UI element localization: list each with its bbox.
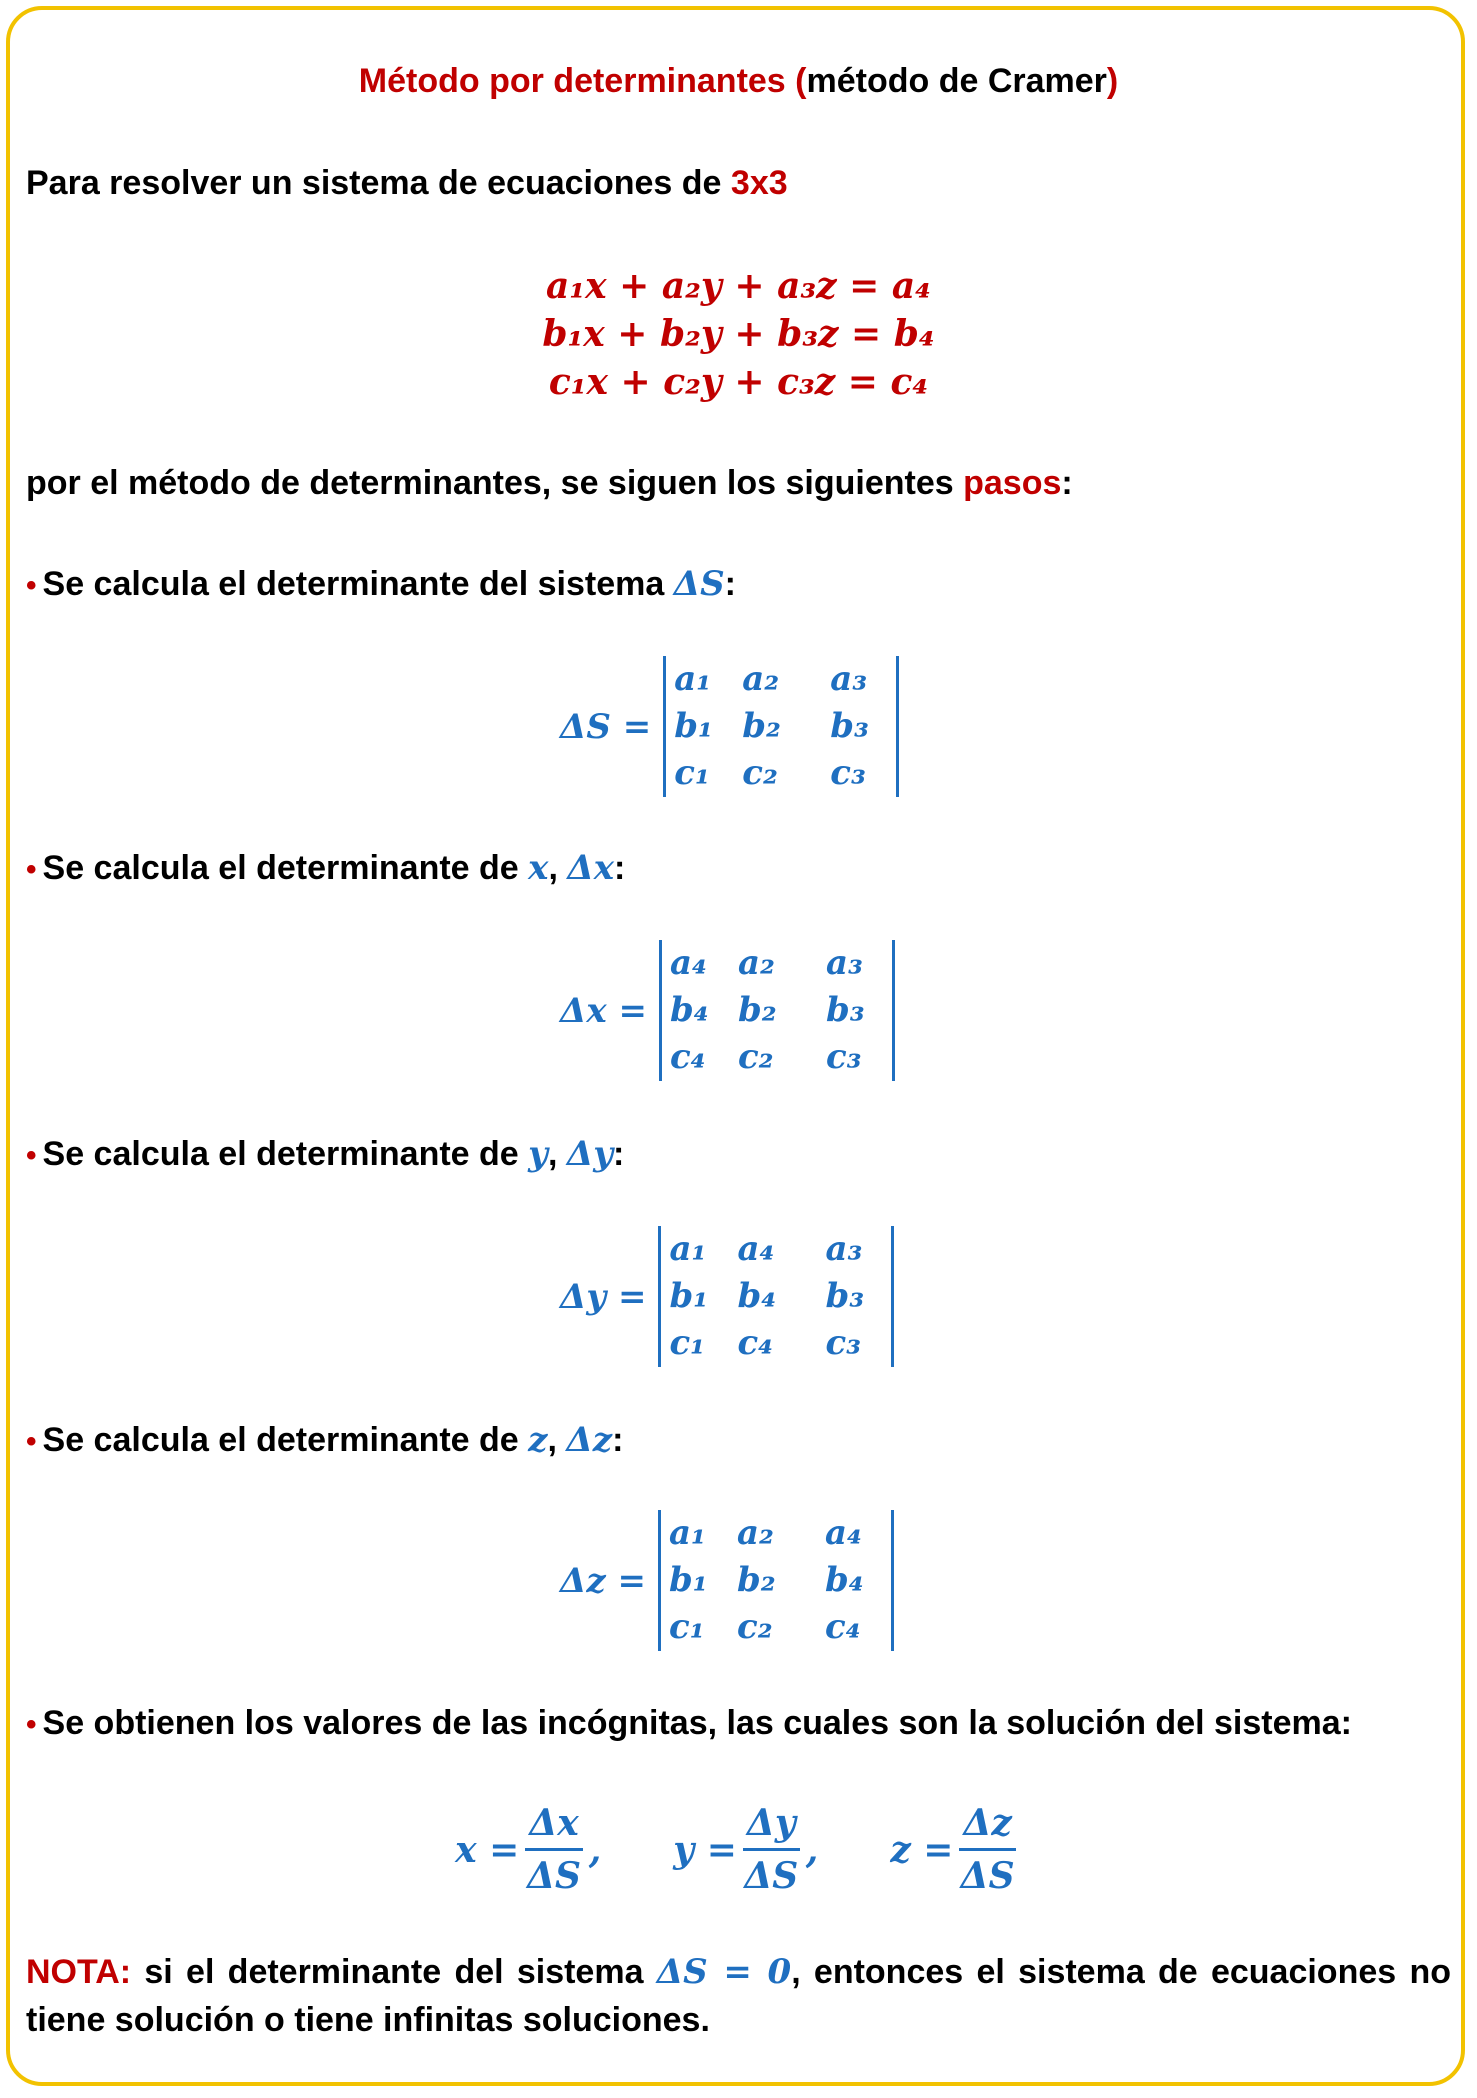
step-end: : [724, 565, 736, 603]
solution-fraction [743, 1800, 800, 1899]
step-delta: Δz [566, 1420, 613, 1460]
equation-row: b₁x + b₂y + b₃z = b₄ [542, 313, 935, 355]
step-separator: , [547, 1421, 567, 1459]
matrix-cell: b₃ [825, 990, 865, 1030]
determinant-matrix [658, 1226, 894, 1367]
step-heading [26, 1420, 623, 1460]
step-delta: Δx [567, 848, 615, 888]
determinant-block [560, 940, 895, 1081]
solution-y [673, 1800, 818, 1899]
bullet-icon: • [26, 853, 37, 886]
step-text: Se calcula el determinante de [42, 1135, 529, 1173]
step-heading [26, 564, 736, 604]
fraction-numerator: Δz [959, 1800, 1015, 1851]
bullet-icon: • [26, 1139, 37, 1172]
step-separator: , [548, 849, 568, 887]
determinant-lhs: Δz = [560, 1560, 647, 1601]
matrix-cell: c₄ [669, 1037, 706, 1077]
matrix-cell: a₁ [669, 1229, 707, 1269]
matrix-cell: b₂ [742, 706, 781, 746]
step-heading [26, 1134, 624, 1174]
solution-lhs: z = [890, 1828, 954, 1871]
matrix-cell: a₂ [737, 1513, 774, 1553]
matrix-cell: a₁ [669, 1513, 706, 1553]
step-delta: Δy [566, 1134, 613, 1174]
matrix-cell: c₁ [669, 1323, 706, 1363]
step-delta: ΔS [673, 564, 725, 604]
title-part-2: método de Cramer [806, 62, 1107, 100]
matrix-cell: a₄ [737, 1229, 775, 1269]
matrix-cell: a₃ [825, 1229, 863, 1269]
determinant-lhs: Δy = [560, 1276, 647, 1317]
solution-separator: , [805, 1828, 819, 1871]
step-variable: x [528, 848, 549, 888]
bullet-icon: • [26, 569, 37, 602]
equation-row: c₁x + c₂y + c₃z = c₄ [548, 361, 929, 403]
solution-lhs: y = [673, 1828, 737, 1871]
matrix-cell: b₃ [830, 706, 869, 746]
fraction-numerator: Δx [525, 1800, 582, 1851]
equation-system [0, 262, 1477, 406]
step-heading [26, 848, 625, 888]
final-step-heading [26, 1704, 1352, 1743]
determinant-matrix [658, 1510, 894, 1651]
page-title [0, 62, 1477, 101]
fraction-denominator: ΔS [527, 1855, 581, 1897]
solution-fraction [525, 1800, 582, 1899]
matrix-cell: c₁ [669, 1607, 705, 1647]
matrix-cell: b₁ [674, 706, 713, 746]
matrix-cell: a₂ [737, 943, 775, 983]
step-end: : [614, 849, 626, 887]
solution-separator: , [588, 1828, 602, 1871]
determinant-lhs: ΔS = [560, 706, 652, 747]
intro-text: Para resolver un sistema de ecuaciones de [26, 164, 731, 202]
bullet-icon: • [26, 1425, 37, 1458]
determinant-lhs: Δx = [560, 990, 647, 1031]
intro-line [26, 164, 788, 203]
matrix-cell: b₄ [737, 1276, 777, 1316]
matrix-cell: b₂ [737, 1560, 776, 1600]
solution-fraction [959, 1800, 1015, 1899]
fraction-denominator: ΔS [744, 1855, 799, 1897]
step-text: Se calcula el determinante del sistema [42, 565, 674, 603]
bullet-icon: • [26, 1708, 37, 1741]
step-text: Se calcula el determinante de [42, 849, 529, 887]
fraction-denominator: ΔS [960, 1855, 1015, 1897]
title-part-1: Método por determinantes ( [358, 62, 807, 100]
step-end: : [612, 1135, 625, 1173]
matrix-cell: b₂ [737, 990, 777, 1030]
note-formula: ΔS = 0 [656, 1952, 792, 1992]
matrix-cell: c₄ [825, 1607, 861, 1647]
matrix-cell: a₃ [825, 943, 863, 983]
determinant-block [560, 1226, 894, 1367]
step-variable: z [528, 1420, 548, 1460]
steps-intro-text: por el método de determinantes, se siguen los siguientes [26, 464, 964, 502]
solution-lhs: x = [455, 1828, 520, 1871]
note-paragraph [26, 1948, 1451, 2044]
matrix-cell: a₄ [669, 943, 707, 983]
matrix-cell: b₄ [669, 990, 709, 1030]
matrix-cell: b₃ [825, 1276, 865, 1316]
final-step-text: Se obtienen los valores de las incógnitas, las cuales son la solución del sistema: [42, 1704, 1352, 1742]
matrix-cell: a₃ [830, 659, 868, 699]
matrix-cell: b₄ [825, 1560, 864, 1600]
matrix-cell: c₄ [737, 1323, 774, 1363]
solution-x [455, 1800, 601, 1899]
matrix-cell: c₁ [674, 753, 710, 793]
title-part-3: ) [1106, 62, 1119, 100]
determinant-matrix [659, 940, 895, 1081]
steps-intro-highlight: pasos [963, 464, 1062, 502]
determinant-block [560, 656, 899, 797]
equation-row: a₁x + a₂y + a₃z = a₄ [546, 265, 931, 307]
step-separator: , [547, 1135, 567, 1173]
step-text: Se calcula el determinante de [42, 1421, 529, 1459]
matrix-cell: c₂ [737, 1607, 773, 1647]
steps-intro-end: : [1061, 464, 1073, 502]
intro-highlight: 3x3 [730, 164, 788, 202]
matrix-cell: b₁ [669, 1276, 709, 1316]
matrix-cell: a₁ [674, 659, 712, 699]
solution-formulas [0, 1800, 1477, 1899]
matrix-cell: c₂ [742, 753, 778, 793]
fraction-numerator: Δy [743, 1800, 800, 1851]
matrix-cell: b₁ [669, 1560, 708, 1600]
note-text-2: , entonces el sistema de ecuaciones no tiene solución o tiene infinitas soluciones. [26, 1953, 1451, 2039]
step-variable: y [528, 1134, 548, 1174]
determinant-block [560, 1510, 894, 1651]
matrix-cell: c₃ [825, 1323, 862, 1363]
matrix-cell: a₄ [825, 1513, 862, 1553]
matrix-cell: c₃ [825, 1037, 862, 1077]
solution-z [890, 1800, 1022, 1899]
note-label: NOTA: [26, 1953, 132, 1991]
step-end: : [612, 1421, 624, 1459]
matrix-cell: a₂ [742, 659, 780, 699]
matrix-cell: c₂ [737, 1037, 774, 1077]
determinant-matrix [663, 656, 899, 797]
note-text-1: si el determinante del sistema [131, 1953, 657, 1991]
steps-intro [26, 464, 1073, 503]
matrix-cell: c₃ [830, 753, 866, 793]
